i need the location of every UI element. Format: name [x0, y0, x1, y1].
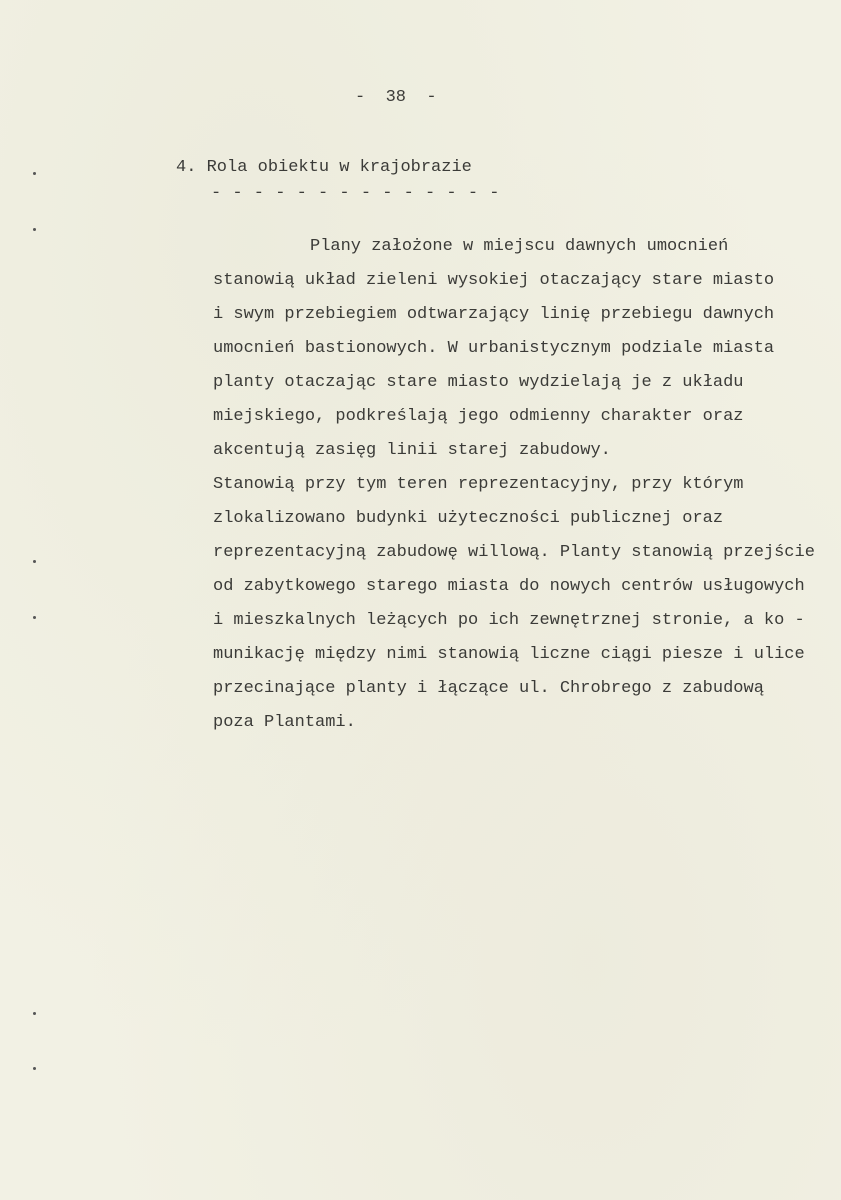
text-line: Plany założone w miejscu dawnych umocnień [310, 237, 729, 256]
text-line: i swym przebiegiem odtwarzający linię przebiegu dawnych [213, 305, 775, 324]
body-text [213, 230, 815, 740]
margin-mark [33, 1067, 36, 1070]
margin-mark [33, 1012, 36, 1015]
section-heading [176, 158, 472, 177]
text-line: Stanowią przy tym teren reprezentacyjny, przy którym [213, 475, 744, 494]
text-line: planty otaczając stare miasto wydzielają je z układu [213, 373, 744, 392]
text-line: od zabytkowego starego miasta do nowych centrów usługowych [213, 577, 805, 596]
margin-mark [33, 228, 36, 231]
text-line: munikację między nimi stanowią liczne ciągi piesze i ulice [213, 645, 805, 664]
margin-mark [33, 560, 36, 563]
text-line: reprezentacyjną zabudowę willową. Planty stanowią przejście [213, 543, 815, 562]
heading-underline: - - - - - - - - - - - - - - [211, 184, 500, 203]
text-line: akcentują zasięg linii starej zabudowy. [213, 441, 611, 460]
margin-mark [33, 616, 36, 619]
text-line: zlokalizowano budynki użyteczności publicznej oraz [213, 509, 724, 528]
section-title: Rola obiektu w krajobrazie [206, 158, 472, 177]
text-line: przecinające planty i łączące ul. Chrobrego z zabudową [213, 679, 764, 698]
text-line: i mieszkalnych leżących po ich zewnętrznej stronie, a ko - [213, 611, 805, 630]
text-line: miejskiego, podkreślają jego odmienny charakter oraz [213, 407, 744, 426]
page-number: - 38 - [355, 88, 437, 107]
text-line: stanowią układ zieleni wysokiej otaczający stare miasto [213, 271, 775, 290]
text-line: poza Plantami. [213, 713, 356, 732]
section-number: 4. [176, 158, 197, 177]
text-line: umocnień bastionowych. W urbanistycznym podziale miasta [213, 339, 775, 358]
margin-mark [33, 172, 36, 175]
